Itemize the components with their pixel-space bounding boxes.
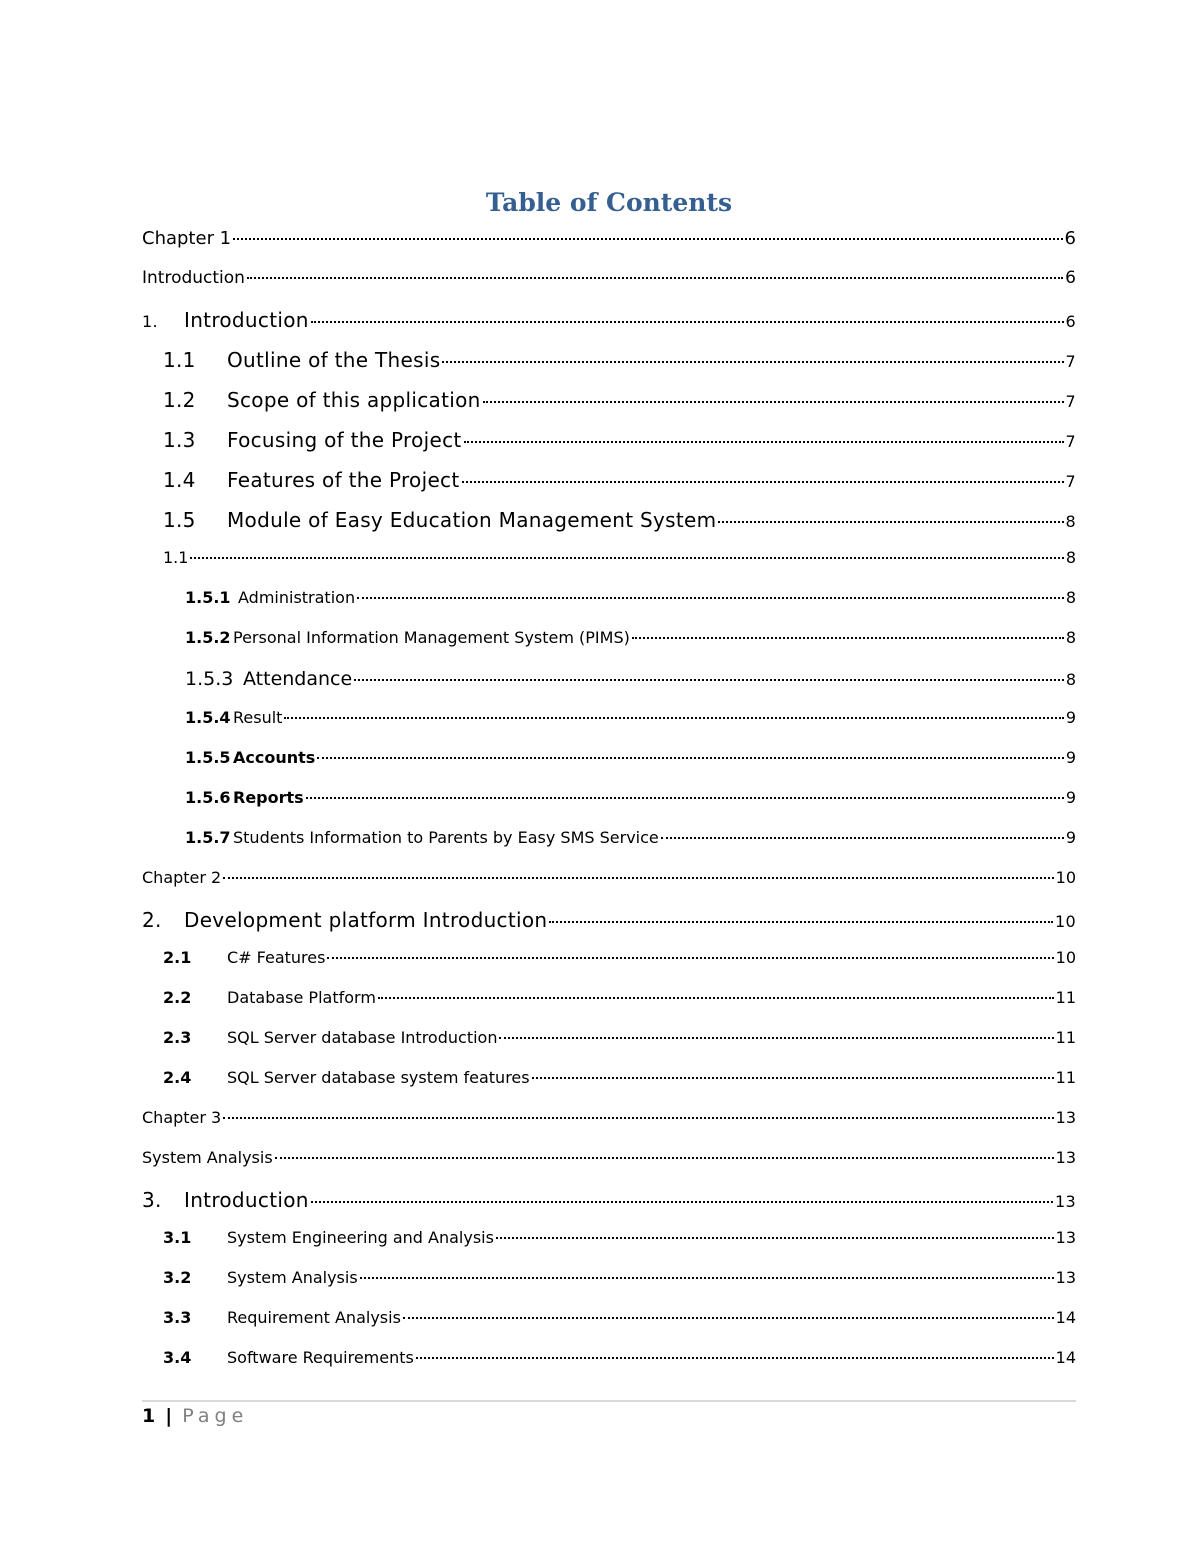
- toc-entry-page: 9: [1065, 748, 1076, 767]
- toc-entry-page: 10: [1055, 948, 1076, 967]
- toc-entry-page: 7: [1065, 432, 1076, 451]
- toc-entry[interactable]: [142, 228, 1076, 258]
- toc-entry-number: 1.: [142, 312, 158, 331]
- toc-entry-text: Attendance: [243, 668, 353, 690]
- dot-leader: [499, 1037, 1053, 1039]
- toc-entry-text: Outline of the Thesis: [227, 348, 441, 372]
- toc-entry-page: 10: [1055, 868, 1076, 887]
- toc-entry-number: 1.5.7: [185, 828, 231, 847]
- dot-leader: [462, 481, 1064, 483]
- toc-entry-page: 7: [1065, 392, 1076, 411]
- dot-leader: [284, 717, 1063, 719]
- toc-entry-number: 1.5: [163, 508, 196, 532]
- toc-entry[interactable]: [142, 468, 1076, 498]
- toc-entry-number: 3.3: [163, 1308, 192, 1327]
- toc-entry-text: Chapter 1: [142, 228, 232, 249]
- toc-entry-page: 14: [1055, 1348, 1076, 1367]
- toc-entry-number: 3.2: [163, 1268, 192, 1287]
- toc-entry-page: 8: [1065, 628, 1076, 647]
- toc-entry-number: 2.: [142, 908, 162, 932]
- toc-entry-text: Accounts: [233, 748, 316, 767]
- toc-entry-number: 1.2: [163, 388, 196, 412]
- toc-entry-page: 8: [1065, 512, 1076, 531]
- toc-entry-text: Scope of this application: [227, 388, 481, 412]
- dot-leader: [360, 1277, 1054, 1279]
- toc-entry-number: 1.5.4: [185, 708, 231, 727]
- toc-entry-text: System Analysis: [227, 1268, 358, 1287]
- footer-page-number: 1: [142, 1405, 156, 1427]
- toc-entry[interactable]: [142, 548, 1076, 578]
- toc-entry[interactable]: [142, 1348, 1076, 1378]
- dot-leader: [311, 321, 1064, 323]
- toc-entry-text: SQL Server database system features: [227, 1068, 530, 1087]
- dot-leader: [661, 837, 1064, 839]
- toc-entry[interactable]: [142, 428, 1076, 458]
- dot-leader: [357, 597, 1064, 599]
- toc-entry-page: 9: [1065, 708, 1076, 727]
- toc-entry-number: 1.3: [163, 428, 196, 452]
- footer-page-label: Page: [182, 1405, 249, 1427]
- footer-divider: [142, 1400, 1076, 1402]
- toc-entry[interactable]: [142, 308, 1076, 338]
- toc-entry-page: 10: [1055, 912, 1076, 931]
- toc-entry[interactable]: [142, 1068, 1076, 1098]
- toc-entry[interactable]: [142, 868, 1076, 898]
- toc-entry-page: 6: [1065, 312, 1076, 331]
- toc-entry[interactable]: [142, 748, 1076, 778]
- toc-title: Table of Contents: [485, 188, 733, 217]
- toc-entry[interactable]: [142, 268, 1076, 298]
- toc-entry-number: 1.1: [163, 348, 196, 372]
- toc-entry-text: System Engineering and Analysis: [227, 1228, 494, 1247]
- toc-entry-text: Features of the Project: [227, 468, 460, 492]
- toc-entry-number: 3.1: [163, 1228, 192, 1247]
- toc-entry[interactable]: [142, 828, 1076, 858]
- toc-entry-text: Chapter 3: [142, 1108, 222, 1127]
- dot-leader: [327, 957, 1053, 959]
- toc-entry-page: 6: [1065, 268, 1076, 288]
- toc-entry[interactable]: [142, 1228, 1076, 1258]
- toc-entry[interactable]: [142, 348, 1076, 378]
- toc-entry-text: Chapter 2: [142, 868, 222, 887]
- toc-entry-page: 14: [1055, 1308, 1076, 1327]
- toc-entry[interactable]: [142, 1108, 1076, 1138]
- toc-entry-number: 2.1: [163, 948, 192, 967]
- toc-entry-page: 13: [1055, 1192, 1076, 1211]
- dot-leader: [190, 557, 1063, 559]
- toc-entry[interactable]: [142, 628, 1076, 658]
- toc-entry-page: 13: [1055, 1148, 1076, 1167]
- dot-leader: [403, 1317, 1054, 1319]
- toc-entry[interactable]: [142, 948, 1076, 978]
- dot-leader: [483, 401, 1064, 403]
- footer-separator: |: [165, 1405, 173, 1427]
- dot-leader: [718, 521, 1063, 523]
- toc-entry[interactable]: [142, 588, 1076, 618]
- toc-entry-text: Module of Easy Education Management System: [227, 508, 717, 532]
- toc-entry-text: Development platform Introduction: [184, 908, 548, 932]
- toc-entry-text: Focusing of the Project: [227, 428, 462, 452]
- toc-entry-page: 13: [1055, 1268, 1076, 1287]
- toc-entry-number: 1.5.1: [185, 588, 231, 607]
- dot-leader: [223, 1117, 1053, 1119]
- toc-entry-page: 7: [1065, 352, 1076, 371]
- toc-entry-page: 8: [1065, 548, 1076, 567]
- dot-leader: [464, 441, 1064, 443]
- toc-entry-number: 3.: [142, 1188, 162, 1212]
- toc-entry-number: 1.5.2: [185, 628, 231, 647]
- toc-entry-page: 6: [1064, 228, 1076, 249]
- toc-entry-number: 3.4: [163, 1348, 192, 1367]
- toc-entry-number: 1.5.3: [185, 668, 234, 690]
- dot-leader: [247, 277, 1063, 279]
- toc-entry[interactable]: [142, 708, 1076, 738]
- toc-entry[interactable]: [142, 908, 1076, 938]
- toc-entry[interactable]: [142, 1308, 1076, 1338]
- toc-entry-number: 1.4: [163, 468, 196, 492]
- toc-entry-text: Administration: [238, 588, 356, 607]
- toc-entry-number: 1.1: [163, 548, 189, 567]
- toc-entry[interactable]: [142, 988, 1076, 1018]
- toc-entry-page: 11: [1055, 1068, 1076, 1087]
- toc-entry-page: 9: [1065, 828, 1076, 847]
- dot-leader: [378, 997, 1054, 999]
- dot-leader: [317, 757, 1064, 759]
- dot-leader: [233, 238, 1062, 240]
- toc-entry[interactable]: [142, 388, 1076, 418]
- toc-entry-number: 1.5.5: [185, 748, 231, 767]
- toc-entry-text: System Analysis: [142, 1148, 273, 1167]
- toc-entry-text: Result: [233, 708, 283, 727]
- toc-entry[interactable]: [142, 1188, 1076, 1218]
- toc-entry-text: Introduction: [184, 308, 309, 332]
- toc-entry[interactable]: [142, 1268, 1076, 1298]
- dot-leader: [223, 877, 1053, 879]
- toc-entry-page: 8: [1065, 670, 1076, 689]
- toc-entry[interactable]: [142, 508, 1076, 538]
- dot-leader: [496, 1237, 1054, 1239]
- toc-entry-number: 2.2: [163, 988, 192, 1007]
- dot-leader: [632, 637, 1064, 639]
- toc-entry-text: Reports: [233, 788, 304, 807]
- toc-entry-text: Personal Information Management System (PIMS): [233, 628, 630, 647]
- toc-entry-text: Introduction: [142, 268, 245, 288]
- toc-entry-text: Database Platform: [227, 988, 376, 1007]
- dot-leader: [532, 1077, 1054, 1079]
- toc-entry-text: Students Information to Parents by Easy SMS Service: [233, 828, 659, 847]
- toc-entry-number: 1.5.6: [185, 788, 231, 807]
- toc-entry-text: SQL Server database Introduction: [227, 1028, 498, 1047]
- toc-entry-text: C# Features: [227, 948, 326, 967]
- toc-entry-page: 13: [1055, 1108, 1076, 1127]
- toc-entry[interactable]: [142, 788, 1076, 818]
- toc-entry-number: 2.3: [163, 1028, 192, 1047]
- dot-leader: [416, 1357, 1054, 1359]
- toc-entry-page: 7: [1065, 472, 1076, 491]
- toc-entry-page: 11: [1055, 988, 1076, 1007]
- toc-entry-page: 8: [1065, 588, 1076, 607]
- toc-entry[interactable]: [142, 1148, 1076, 1178]
- toc-entry-page: 9: [1065, 788, 1076, 807]
- dot-leader: [275, 1157, 1054, 1159]
- dot-leader: [311, 1201, 1053, 1203]
- toc-entry[interactable]: [142, 1028, 1076, 1058]
- toc-entry-text: Introduction: [184, 1188, 309, 1212]
- dot-leader: [549, 921, 1053, 923]
- toc-entry-text: Requirement Analysis: [227, 1308, 401, 1327]
- dot-leader: [354, 679, 1064, 681]
- toc-entry-page: 13: [1055, 1228, 1076, 1247]
- toc-entry[interactable]: [142, 668, 1076, 698]
- toc-entry-number: 2.4: [163, 1068, 192, 1087]
- dot-leader: [442, 361, 1063, 363]
- dot-leader: [306, 797, 1064, 799]
- page-footer: [142, 1405, 248, 1427]
- toc-entry-page: 11: [1055, 1028, 1076, 1047]
- toc-entry-text: Software Requirements: [227, 1348, 414, 1367]
